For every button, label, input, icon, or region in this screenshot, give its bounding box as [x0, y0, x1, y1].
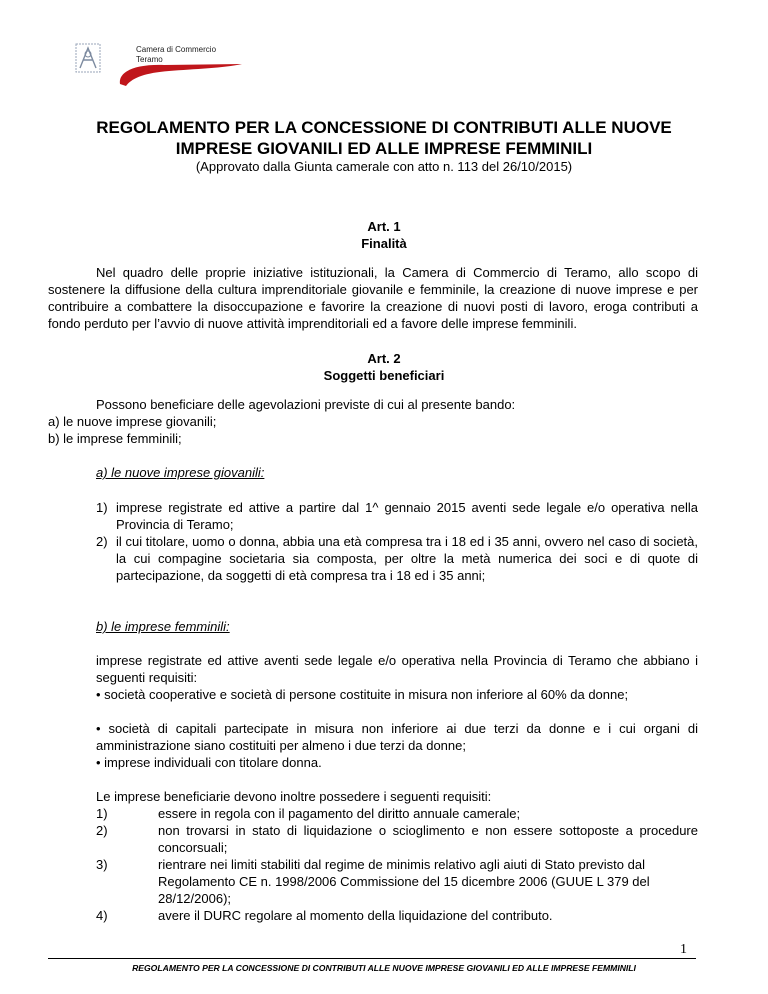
requirement-3: [96, 856, 698, 907]
title-line-1: REGOLAMENTO PER LA CONCESSIONE DI CONTRIBUTI ALLE NUOVE: [96, 118, 672, 137]
logo-line-2: Teramo: [136, 55, 163, 64]
req-number: 4): [96, 908, 108, 923]
requirement-2: [96, 822, 698, 856]
art2-number: Art. 2: [367, 351, 401, 366]
page-number: 1: [680, 942, 687, 957]
logo-line-1: Camera di Commercio: [136, 45, 217, 54]
art2-heading: [0, 350, 768, 384]
logo-text: [136, 45, 216, 65]
section-b-text: imprese registrate ed attive aventi sede legale e/o operativa nella Provincia di Teramo che abbiano i seguenti requisiti:: [96, 653, 698, 685]
req-text: non trovarsi in stato di liquidazione o scioglimento e non essere sottoposte a procedure concorsuali;: [158, 823, 698, 855]
section-b-bullet-3: • imprese individuali con titolare donna.: [96, 755, 322, 770]
item-text: il cui titolare, uomo o donna, abbia una età compresa tra i 18 ed i 35 anni, ovvero nel caso di società, la cui compagine societaria sia composta, per oltre la metà numerica dei soci e di quote di partecipazione, da soggetti di età compresa tra i 18 ed i 35 anni;: [116, 534, 698, 583]
section-b-bullet-1: • società cooperative e società di persone costituite in misura non inferiore al 60% da donne;: [96, 687, 629, 702]
footer-text: REGOLAMENTO PER LA CONCESSIONE DI CONTRIBUTI ALLE NUOVE IMPRESE GIOVANILI ED ALLE IMPRESE FEMMINILI: [132, 963, 636, 973]
section-b-title: b) le imprese femminili:: [96, 619, 230, 634]
chamber-logo: [74, 38, 244, 88]
art2-title: Soggetti beneficiari: [323, 368, 445, 383]
document-title: [0, 117, 768, 159]
art1-title: Finalità: [361, 236, 407, 251]
art2-intro: Possono beneficiare delle agevolazioni previste di cui al presente bando:: [96, 397, 516, 412]
document-subtitle: (Approvato dalla Giunta camerale con atto n. 113 del 26/10/2015): [195, 159, 573, 174]
footer-divider: [48, 958, 696, 959]
req-number: 3): [96, 857, 108, 872]
requirements-intro: Le imprese beneficiarie devono inoltre possedere i seguenti requisiti:: [96, 789, 492, 804]
art1-paragraph: [48, 264, 698, 332]
req-text: avere il DURC regolare al momento della liquidazione del contributo.: [158, 908, 553, 923]
section-b-bullet-2: • società di capitali partecipate in misura non inferiore ai due terzi da donne e i cui organi di amministrazione siano costituiti per almeno i due terzi da donne;: [96, 721, 698, 753]
section-a-item-1: [96, 499, 698, 533]
item-number: 2): [96, 534, 108, 549]
req-number: 2): [96, 823, 108, 838]
req-text: rientrare nei limiti stabiliti dal regime de minimis relativo agli aiuti di Stato previsto dal Regolamento CE n. 1998/2006 Commissione del 15 dicembre 2006 (GUUE L 379 del 28/12/2006);: [158, 857, 650, 906]
section-a-item-2: [96, 533, 698, 601]
requirement-1: [96, 805, 698, 822]
art2-list-b: b) le imprese femminili;: [48, 431, 182, 446]
title-line-2: IMPRESE GIOVANILI ED ALLE IMPRESE FEMMINILI: [175, 139, 593, 158]
art1-text: Nel quadro delle proprie iniziative istituzionali, la Camera di Commercio di Teramo, allo scopo di sostenere la diffusione della cultura imprenditoriale giovanile e femminile, la creazione di nuove imprese e per contribuire a combattere la disoccupazione e favorire la creazione di nuovi posti di lavoro, eroga contributi a fondo perduto per l’avvio di nuove attività imprenditoriali ed a favore delle imprese femminili.: [48, 265, 698, 331]
requirement-4: [96, 907, 698, 924]
art1-number: Art. 1: [367, 219, 401, 234]
section-a-title: a) le nuove imprese giovanili:: [96, 465, 265, 480]
item-number: 1): [96, 500, 108, 515]
req-number: 1): [96, 806, 108, 821]
art2-list-a: a) le nuove imprese giovanili;: [48, 414, 217, 429]
art1-heading: [0, 218, 768, 252]
item-text: imprese registrate ed attive a partire dal 1^ gennaio 2015 aventi sede legale e/o operativa nella Provincia di Teramo;: [116, 500, 698, 532]
req-text: essere in regola con il pagamento del diritto annuale camerale;: [158, 806, 521, 821]
